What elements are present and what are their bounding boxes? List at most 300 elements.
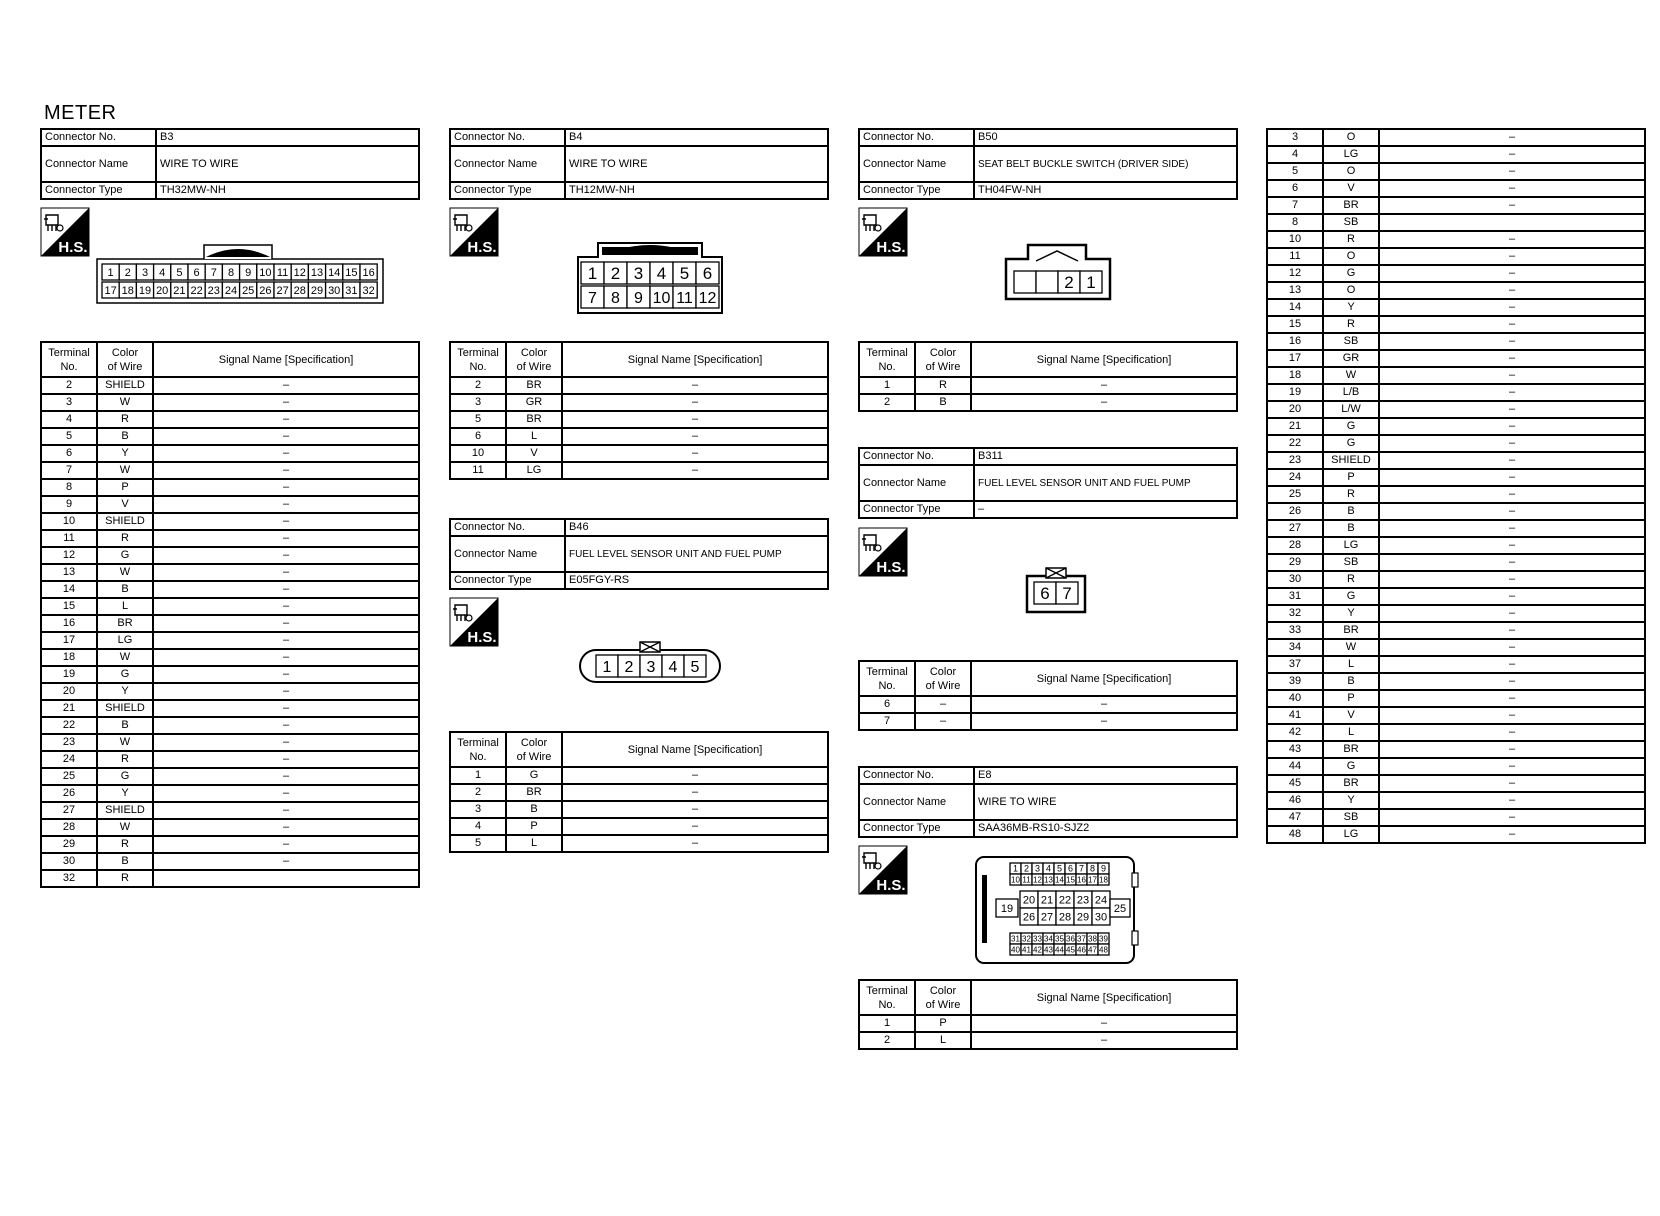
table-row	[859, 1015, 1237, 1032]
terminal-no: 4	[1267, 146, 1323, 163]
pin-number: 10	[652, 289, 671, 307]
table-row	[1267, 809, 1645, 826]
table-row	[41, 496, 419, 513]
terminal-no: 5	[41, 428, 97, 445]
terminal-no: 34	[1267, 639, 1323, 656]
pin-number: 8	[227, 266, 235, 279]
signal-name: –	[971, 696, 1237, 713]
terminal-no: 8	[1267, 214, 1323, 231]
terminal-no: 23	[41, 734, 97, 751]
pin-number: 25	[1113, 902, 1127, 915]
wire-color: L/B	[1323, 384, 1379, 401]
signal-name: –	[971, 394, 1237, 411]
connector-name-value: WIRE TO WIRE	[565, 146, 828, 182]
terminal-no: 13	[41, 564, 97, 581]
table-row	[41, 445, 419, 462]
pin-number: 5	[176, 266, 183, 279]
wire-color: G	[1323, 435, 1379, 452]
table-row	[450, 462, 828, 479]
wire-color: G	[1323, 758, 1379, 775]
wire-color: –	[915, 696, 971, 713]
connector-type-value: E05FGY-RS	[565, 572, 828, 589]
hs-label: H.S.	[876, 877, 906, 894]
table-row	[1267, 571, 1645, 588]
wire-color: BR	[1323, 775, 1379, 792]
wire-color: O	[1323, 163, 1379, 180]
wire-color: P	[1323, 469, 1379, 486]
signal-name: –	[153, 479, 419, 496]
signal-name: –	[153, 751, 419, 768]
table-row	[859, 696, 1237, 713]
terminal-table-header	[41, 342, 419, 377]
signal-name: –	[153, 666, 419, 683]
pin-number: 7	[1062, 584, 1072, 604]
signal-name: –	[1379, 520, 1645, 537]
pin-number: 21	[1040, 894, 1054, 907]
pin-number: 34	[1044, 934, 1053, 944]
terminal-no: 6	[41, 445, 97, 462]
pin-number: 32	[1022, 934, 1031, 944]
signal-name: –	[1379, 418, 1645, 435]
pin-number: 3	[646, 658, 656, 676]
terminal-no: 29	[1267, 554, 1323, 571]
terminal-no: 5	[450, 411, 506, 428]
pin-number: 6	[702, 264, 713, 284]
connector-type-label: Connector Type	[450, 182, 565, 199]
table-row	[41, 700, 419, 717]
signal-name-header: Signal Name [Specification]	[562, 342, 828, 377]
connector-diagram-b50	[1002, 241, 1116, 303]
pin-number: 17	[1088, 875, 1097, 885]
signal-name: –	[1379, 282, 1645, 299]
wire-color: B	[1323, 673, 1379, 690]
terminal-no: 2	[450, 784, 506, 801]
table-row	[859, 713, 1237, 730]
table-row	[1267, 690, 1645, 707]
pin-number: 2	[124, 266, 131, 279]
pin-number: 1	[1086, 273, 1096, 293]
wire-color: SHIELD	[1323, 452, 1379, 469]
connector-type-label: Connector Type	[859, 182, 974, 199]
signal-name-header: Signal Name [Specification]	[971, 342, 1237, 377]
signal-name: –	[153, 564, 419, 581]
pin-number: 38	[1088, 934, 1097, 944]
table-row	[1267, 758, 1645, 775]
wire-color: SHIELD	[97, 513, 153, 530]
connector-name-value: FUEL LEVEL SENSOR UNIT AND FUEL PUMP	[974, 465, 1237, 501]
connector-no-value: B311	[974, 448, 1237, 465]
wire-color: SB	[1323, 214, 1379, 231]
terminal-no: 41	[1267, 707, 1323, 724]
wire-color: GR	[1323, 350, 1379, 367]
signal-name: –	[1379, 435, 1645, 452]
table-row	[41, 547, 419, 564]
wire-color: BR	[1323, 741, 1379, 758]
signal-name: –	[153, 598, 419, 615]
signal-name: –	[153, 462, 419, 479]
connector-name-value: WIRE TO WIRE	[974, 784, 1237, 820]
signal-name: –	[1379, 707, 1645, 724]
signal-name: –	[153, 496, 419, 513]
terminal-no-header: Terminal No.	[450, 732, 506, 767]
terminal-no: 44	[1267, 758, 1323, 775]
pin-number: 21	[173, 284, 186, 297]
connector-name-label: Connector Name	[450, 536, 565, 572]
signal-name: –	[153, 513, 419, 530]
connector-info-b50	[858, 128, 1238, 200]
pin-number: 26	[1022, 911, 1036, 924]
pin-number: 12	[1033, 875, 1042, 885]
table-row	[1267, 384, 1645, 401]
pin-number: 5	[1056, 863, 1063, 874]
wire-color: G	[97, 666, 153, 683]
table-row	[41, 530, 419, 547]
terminal-no: 3	[1267, 129, 1323, 146]
harness-side-icon	[858, 207, 908, 257]
wire-color: W	[97, 819, 153, 836]
terminal-table-b311	[858, 660, 1238, 731]
signal-name-header: Signal Name [Specification]	[153, 342, 419, 377]
table-row	[1267, 588, 1645, 605]
wire-color: P	[1323, 690, 1379, 707]
terminal-table-header	[859, 342, 1237, 377]
wire-color: B	[97, 853, 153, 870]
connector-name-value: SEAT BELT BUCKLE SWITCH (DRIVER SIDE)	[974, 146, 1237, 182]
signal-name: –	[1379, 452, 1645, 469]
connector-diagram-b311	[1024, 566, 1090, 616]
table-row	[1267, 333, 1645, 350]
terminal-no: 10	[450, 445, 506, 462]
wire-color: B	[915, 394, 971, 411]
signal-name: –	[971, 1032, 1237, 1049]
connector-diagram-b46	[578, 640, 722, 688]
pin-number: 33	[1033, 934, 1042, 944]
table-row	[41, 428, 419, 445]
signal-name: –	[153, 547, 419, 564]
terminal-no: 2	[450, 377, 506, 394]
signal-name: –	[1379, 809, 1645, 826]
terminal-no: 14	[1267, 299, 1323, 316]
terminal-no: 40	[1267, 690, 1323, 707]
table-row	[450, 767, 828, 784]
table-row	[1267, 469, 1645, 486]
wire-color: SB	[1323, 554, 1379, 571]
terminal-no: 18	[1267, 367, 1323, 384]
signal-name: –	[562, 377, 828, 394]
signal-name: –	[1379, 146, 1645, 163]
wire-color: L	[1323, 724, 1379, 741]
terminal-no: 25	[1267, 486, 1323, 503]
signal-name: –	[153, 785, 419, 802]
pin-number: 32	[362, 284, 375, 297]
signal-name-header: Signal Name [Specification]	[971, 980, 1237, 1015]
signal-name: –	[562, 784, 828, 801]
pin-number: 9	[1100, 863, 1107, 874]
wire-color: B	[1323, 520, 1379, 537]
pin-number: 16	[1077, 875, 1086, 885]
wire-color: R	[97, 751, 153, 768]
wire-color: L	[506, 835, 562, 852]
wire-color: W	[97, 649, 153, 666]
signal-name: –	[1379, 656, 1645, 673]
table-row	[1267, 299, 1645, 316]
wire-color: BR	[506, 784, 562, 801]
connector-type-label: Connector Type	[859, 820, 974, 837]
pin-number: 31	[1011, 934, 1020, 944]
terminal-no: 25	[41, 768, 97, 785]
terminal-no: 6	[859, 696, 915, 713]
harness-side-icon	[449, 597, 499, 647]
table-row	[1267, 792, 1645, 809]
terminal-no: 15	[41, 598, 97, 615]
signal-name	[1379, 214, 1645, 231]
signal-name: –	[1379, 503, 1645, 520]
terminal-no: 26	[41, 785, 97, 802]
terminal-no: 15	[1267, 316, 1323, 333]
terminal-table-e8	[858, 979, 1238, 1050]
table-row	[41, 768, 419, 785]
pin-number: 6	[1067, 863, 1074, 874]
terminal-no: 10	[1267, 231, 1323, 248]
wire-color: V	[506, 445, 562, 462]
harness-side-icon	[449, 207, 499, 257]
pin-number: 12	[698, 289, 717, 307]
pin-number: 45	[1066, 945, 1075, 955]
pin-number: 23	[1076, 894, 1090, 907]
terminal-no: 29	[41, 836, 97, 853]
pin-number: 9	[634, 289, 643, 307]
terminal-no-header: Terminal No.	[859, 661, 915, 696]
connector-diagram-b4	[572, 233, 728, 317]
pin-number: 2	[610, 264, 621, 284]
table-row	[41, 819, 419, 836]
table-row	[450, 784, 828, 801]
pin-number: 41	[1022, 945, 1031, 955]
pin-number: 16	[362, 266, 375, 279]
pin-number: 19	[138, 284, 152, 297]
pin-number: 31	[345, 284, 358, 297]
signal-name: –	[1379, 588, 1645, 605]
wire-color: O	[1323, 129, 1379, 146]
wire-color: LG	[1323, 537, 1379, 554]
pin-number: 36	[1066, 934, 1075, 944]
pin-number: 29	[310, 284, 324, 297]
wire-color: Y	[1323, 792, 1379, 809]
pin-number: 27	[276, 284, 289, 297]
signal-name: –	[1379, 333, 1645, 350]
pin-number: 44	[1055, 945, 1064, 955]
pin-number: 26	[259, 284, 272, 297]
wire-color: B	[506, 801, 562, 818]
table-row	[1267, 180, 1645, 197]
wire-color: BR	[1323, 197, 1379, 214]
color-of-wire-header: Color of Wire	[915, 661, 971, 696]
pin-number: 47	[1088, 945, 1097, 955]
wire-color: L	[506, 428, 562, 445]
wire-color: W	[1323, 639, 1379, 656]
table-row	[1267, 214, 1645, 231]
pin-number: 20	[156, 284, 169, 297]
signal-name: –	[153, 377, 419, 394]
terminal-no: 48	[1267, 826, 1323, 843]
connector-name-label: Connector Name	[859, 784, 974, 820]
connector-info-b46	[449, 518, 829, 590]
terminal-table-header	[859, 980, 1237, 1015]
wire-color: BR	[506, 377, 562, 394]
pin-number: 5	[679, 264, 690, 284]
pin-number: 10	[259, 266, 272, 279]
wire-color: –	[915, 713, 971, 730]
pin-number: 3	[633, 264, 644, 284]
wire-color: Y	[97, 445, 153, 462]
pin-number: 30	[1094, 911, 1108, 924]
wire-color: W	[97, 734, 153, 751]
pin-number: 11	[1022, 875, 1031, 885]
wire-color: R	[97, 870, 153, 887]
pin-number: 17	[104, 284, 117, 297]
table-row	[450, 818, 828, 835]
terminal-no: 30	[41, 853, 97, 870]
terminal-no: 33	[1267, 622, 1323, 639]
terminal-no: 6	[1267, 180, 1323, 197]
signal-name: –	[1379, 384, 1645, 401]
table-row	[1267, 197, 1645, 214]
terminal-no: 20	[41, 683, 97, 700]
terminal-no: 17	[1267, 350, 1323, 367]
signal-name: –	[153, 445, 419, 462]
wire-color: B	[97, 428, 153, 445]
terminal-no-header: Terminal No.	[859, 980, 915, 1015]
connector-no-label: Connector No.	[41, 129, 156, 146]
signal-name: –	[562, 428, 828, 445]
terminal-no: 31	[1267, 588, 1323, 605]
wire-color: LG	[1323, 146, 1379, 163]
terminal-table-e8-continued	[1266, 128, 1646, 844]
pin-number: 35	[1055, 934, 1064, 944]
pin-number: 5	[690, 658, 700, 676]
table-row	[450, 377, 828, 394]
table-row	[41, 632, 419, 649]
signal-name: –	[1379, 537, 1645, 554]
signal-name: –	[1379, 265, 1645, 282]
terminal-no: 28	[41, 819, 97, 836]
wire-color: V	[97, 496, 153, 513]
table-row	[1267, 503, 1645, 520]
terminal-no-header: Terminal No.	[41, 342, 97, 377]
terminal-no: 17	[41, 632, 97, 649]
wire-color: P	[915, 1015, 971, 1032]
table-row	[450, 445, 828, 462]
pin-number: 4	[1045, 863, 1052, 874]
table-row	[1267, 622, 1645, 639]
connector-type-value: SAA36MB-RS10-SJZ2	[974, 820, 1237, 837]
terminal-no: 16	[1267, 333, 1323, 350]
terminal-no: 13	[1267, 282, 1323, 299]
pin-number: 13	[1044, 875, 1053, 885]
table-row	[1267, 486, 1645, 503]
pin-number: 37	[1077, 934, 1086, 944]
terminal-no: 4	[450, 818, 506, 835]
signal-name: –	[1379, 299, 1645, 316]
signal-name: –	[1379, 486, 1645, 503]
wire-color: L/W	[1323, 401, 1379, 418]
connector-no-label: Connector No.	[450, 129, 565, 146]
terminal-no: 30	[1267, 571, 1323, 588]
wire-color: BR	[506, 411, 562, 428]
wire-color: B	[1323, 503, 1379, 520]
pin-number: 43	[1044, 945, 1053, 955]
signal-name: –	[1379, 367, 1645, 384]
table-row	[1267, 452, 1645, 469]
pin-number: 9	[245, 266, 252, 279]
wire-color: G	[97, 547, 153, 564]
terminal-no: 19	[41, 666, 97, 683]
terminal-no: 43	[1267, 741, 1323, 758]
table-row	[450, 394, 828, 411]
wire-color: Y	[1323, 299, 1379, 316]
terminal-no: 3	[450, 801, 506, 818]
terminal-no: 11	[41, 530, 97, 547]
wire-color: LG	[506, 462, 562, 479]
terminal-table-header	[859, 661, 1237, 696]
signal-name-header: Signal Name [Specification]	[971, 661, 1237, 696]
table-row	[41, 717, 419, 734]
wire-color: B	[97, 581, 153, 598]
wire-color: O	[1323, 248, 1379, 265]
pin-number: 25	[242, 284, 255, 297]
table-row	[41, 802, 419, 819]
terminal-no: 3	[450, 394, 506, 411]
signal-name: –	[1379, 775, 1645, 792]
pin-number: 2	[1023, 863, 1030, 874]
wire-color: SHIELD	[97, 377, 153, 394]
connector-name-label: Connector Name	[859, 146, 974, 182]
color-of-wire-header: Color of Wire	[915, 980, 971, 1015]
wire-color: P	[97, 479, 153, 496]
table-row	[41, 734, 419, 751]
pin-number: 10	[1011, 875, 1020, 885]
table-row	[1267, 520, 1645, 537]
wire-color: O	[1323, 282, 1379, 299]
connector-type-label: Connector Type	[41, 182, 156, 199]
wire-color: L	[97, 598, 153, 615]
connector-info-b3	[40, 128, 420, 200]
signal-name: –	[153, 768, 419, 785]
pin-number: 14	[328, 266, 341, 279]
pin-number: 6	[193, 266, 200, 279]
table-row	[859, 394, 1237, 411]
signal-name: –	[153, 819, 419, 836]
connector-type-value: –	[974, 501, 1237, 518]
table-row	[1267, 554, 1645, 571]
harness-side-icon	[858, 527, 908, 577]
signal-name: –	[1379, 605, 1645, 622]
wire-color: W	[1323, 367, 1379, 384]
terminal-no: 8	[41, 479, 97, 496]
wire-color: R	[97, 530, 153, 547]
table-row	[859, 1032, 1237, 1049]
signal-name: –	[1379, 231, 1645, 248]
signal-name: –	[1379, 401, 1645, 418]
wire-color: SB	[1323, 333, 1379, 350]
wire-color: LG	[1323, 826, 1379, 843]
pin-number: 23	[207, 284, 220, 297]
hs-label: H.S.	[876, 239, 906, 256]
terminal-no: 4	[41, 411, 97, 428]
signal-name: –	[1379, 163, 1645, 180]
pin-number: 27	[1040, 911, 1054, 924]
pin-number: 24	[224, 284, 238, 297]
